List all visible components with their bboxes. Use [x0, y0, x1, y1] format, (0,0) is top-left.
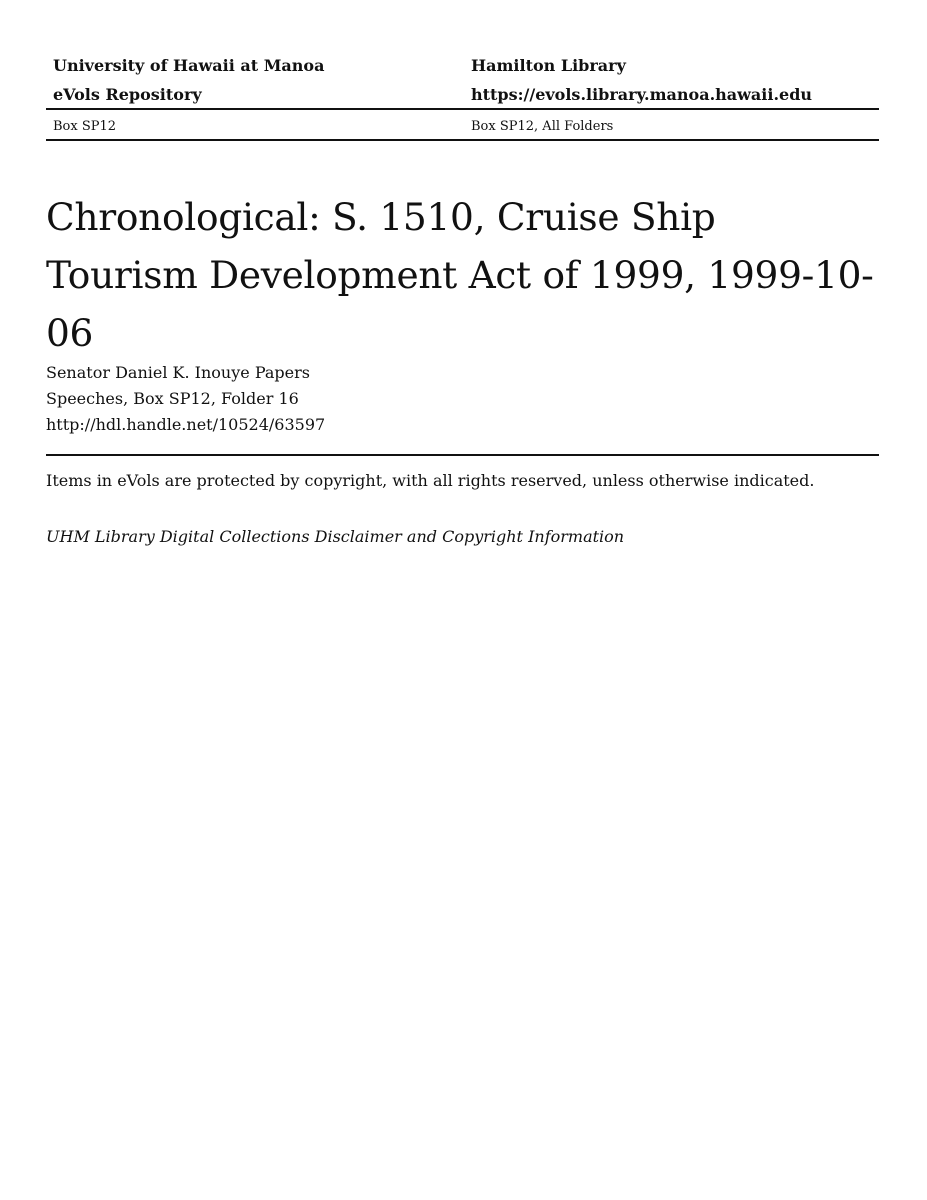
header-row-institution: [46, 50, 879, 81]
disclaimer-link[interactable]: UHM Library Digital Collections Disclaimer and Copyright Information: [46, 527, 625, 546]
box-folders-label: Box SP12, All Folders: [471, 119, 614, 134]
institution-name: University of Hawaii at Manoa: [53, 56, 325, 75]
header-row-repository: [46, 81, 879, 110]
header-table: [46, 50, 879, 141]
handle-link[interactable]: http://hdl.handle.net/10524/63597: [46, 415, 326, 434]
document-title: [46, 188, 916, 362]
box-label: Box SP12: [53, 119, 117, 134]
title-line-2: Tourism Development Act of 1999, 1999-10-06: [46, 253, 874, 355]
library-name: Hamilton Library: [471, 56, 626, 75]
title-line-1: Chronological: S. 1510, Cruise Ship: [46, 195, 716, 239]
folder-location: Speeches, Box SP12, Folder 16: [46, 389, 299, 408]
header-row-box: [46, 110, 879, 141]
section-divider: [46, 454, 879, 456]
repository-name: eVols Repository: [53, 85, 202, 104]
copyright-notice: Items in eVols are protected by copyright, with all rights reserved, unless otherwise indicated.: [46, 471, 815, 490]
collection-name: Senator Daniel K. Inouye Papers: [46, 363, 310, 382]
repository-url[interactable]: https://evols.library.manoa.hawaii.edu: [471, 85, 813, 104]
item-metadata: [46, 360, 325, 438]
